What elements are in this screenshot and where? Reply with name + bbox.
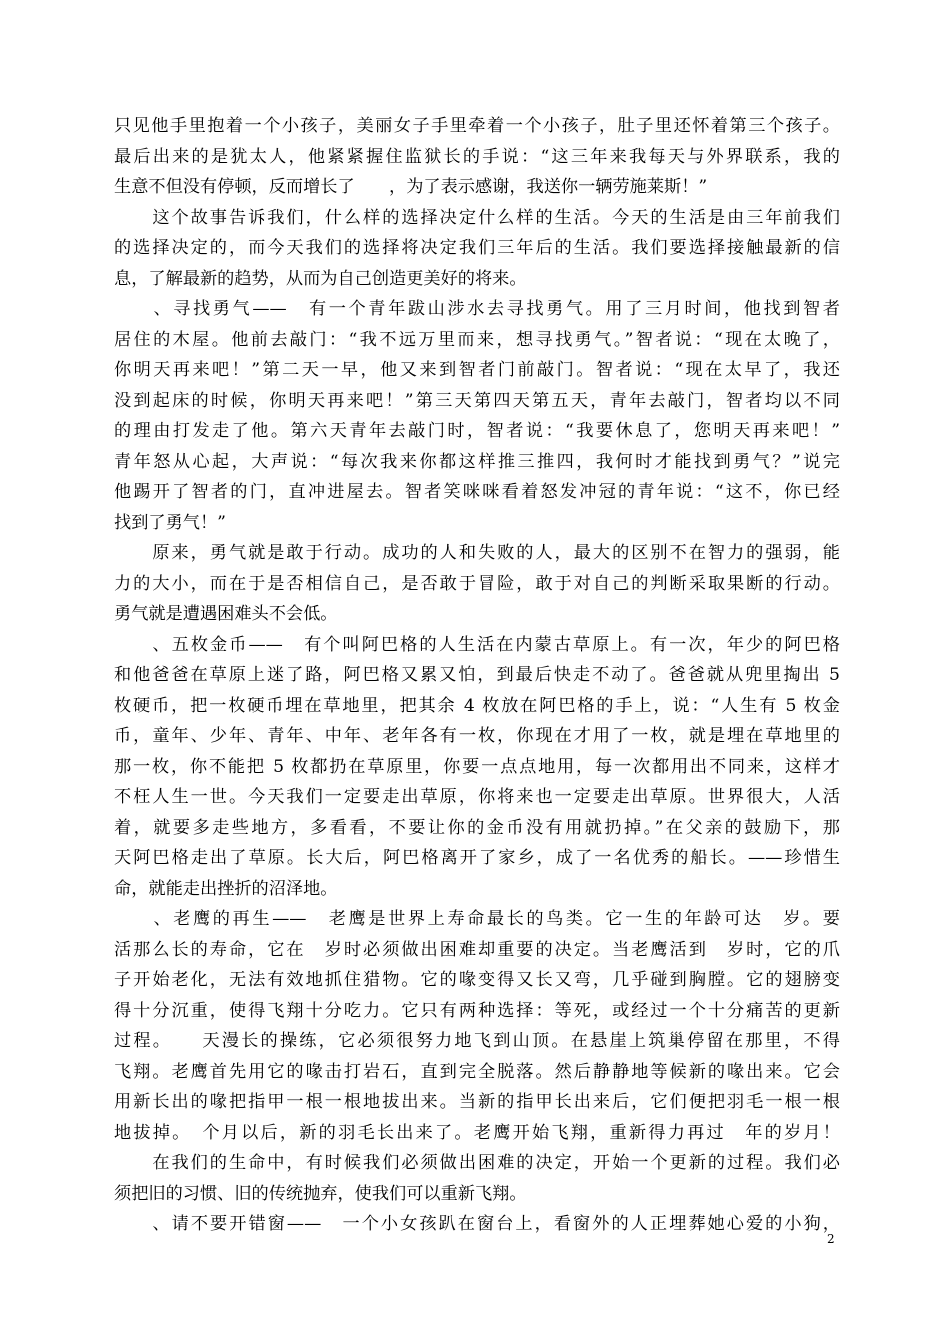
text-line: 青年怒从心起，大声说：“每次我来你都这样推三推四，我何时才能找到勇气？”说完 [114,451,840,472]
text-line: 过程。 天漫长的操练，它必须很努力地飞到山顶。在悬崖上筑巢停留在那里，不得 [114,1031,840,1051]
text-line: 币，童年、少年、青年、中年、老年各有一枚，你现在才用了一枚，就是埋在草地里的 [114,726,840,746]
text-line: 、请不要开错窗—— 一个小女孩趴在窗台上，看窗外的人正埋葬她心爱的小狗， [114,1214,840,1234]
text-line: 他踢开了智者的门，直冲进屋去。智者笑咪咪看着怒发冲冠的青年说：“这不，你已经 [114,482,840,502]
text-line: 找到了勇气！” [114,512,226,533]
text-line: 原来，勇气就是敢于行动。成功的人和失败的人，最大的区别不在智力的强弱，能 [114,543,840,563]
text-line: 你明天再来吧！”第二天一早，他又来到智者门前敲门。智者说：“现在太早了，我还 [114,360,840,380]
text-line: 用新长出的喙把指甲一根一根地拔出来。当新的指甲长出来后，它们便把羽毛一根一根 [114,1092,840,1112]
text-line: 活那么长的寿命，它在 岁时必须做出困难却重要的决定。当老鹰活到 岁时，它的爪 [114,939,840,960]
text-line: 须把旧的习惯、旧的传统抛弃，使我们可以重新飞翔。 [114,1183,527,1204]
text-line: 那一枚，你不能把 5 枚都扔在草原里，你要一点点地用，每一次都用出不同来，这样才 [114,756,840,777]
text-line: 只见他手里抱着一个小孩子，美丽女子手里牵着一个小孩子，肚子里还怀着第三个孩子。 [114,116,840,136]
page-number: 2 [827,1232,835,1246]
text-line: 息，了解最新的趋势，从而为自己创造更美好的将来。 [114,268,527,289]
text-line: 枚硬币，把一枚硬币埋在草地里，把其余 4 枚放在阿巴格的手上，说：“人生有 5 枚金 [114,695,840,716]
text-line: 的理由打发走了他。第六天青年去敲门时，智者说：“我要休息了，您明天再来吧！” [114,421,840,441]
text-line: 飞翔。老鹰首先用它的喙击打岩石，直到完全脱落。然后静静地等候新的喙出来。它会 [114,1061,840,1082]
text-line: 的选择决定的，而今天我们的选择将决定我们三年后的生活。我们要选择接触最新的信 [114,238,840,258]
text-line: 这个故事告诉我们，什么样的选择决定什么样的生活。今天的生活是由三年前我们 [114,207,840,228]
text-line: 居住的木屋。他前去敲门：“我不远万里而来，想寻找勇气。”智者说：“现在太晚了， [114,329,840,350]
text-line: 子开始老化，无法有效地抓住猎物。它的喙变得又长又弯，几乎碰到胸膛。它的翅膀变 [114,970,840,990]
text-line: 勇气就是遭遇困难头不会低。 [114,604,338,624]
text-line: 、寻找勇气—— 有一个青年跋山涉水去寻找勇气。用了三月时间，他找到智者 [114,299,840,319]
text-line: 、老鹰的再生—— 老鹰是世界上寿命最长的鸟类。它一生的年龄可达 岁。要 [114,909,840,929]
document-body [114,111,840,1240]
text-line: 天阿巴格走出了草原。长大后，阿巴格离开了家乡，成了一名优秀的船长。——珍惜生 [114,848,840,868]
text-line: 生意不但没有停顿，反而增长了 ，为了表示感谢，我送你一辆劳施莱斯！” [114,177,708,197]
text-line: 地拔掉。 个月以后，新的羽毛长出来了。老鹰开始飞翔，重新得力再过 年的岁月！ [114,1122,840,1143]
text-line: 没到起床的时候，你明天再来吧！”第三天第四天第五天，青年去敲门，智者均以不同 [114,390,840,411]
text-line: 最后出来的是犹太人，他紧紧握住监狱长的手说：“这三年来我每天与外界联系，我的 [114,146,840,167]
text-line: 、五枚金币—— 有个叫阿巴格的人生活在内蒙古草原上。有一次，年少的阿巴格 [114,634,840,655]
text-line: 命，就能走出挫折的沼泽地。 [114,878,338,899]
text-line: 得十分沉重，使得飞翔十分吃力。它只有两种选择：等死，或经过一个十分痛苦的更新 [114,1000,840,1021]
text-line: 在我们的生命中，有时候我们必须做出困难的决定，开始一个更新的过程。我们必 [114,1153,840,1173]
text-line: 力的大小，而在于是否相信自己，是否敢于冒险，敢于对自己的判断采取果断的行动。 [114,573,840,594]
text-line: 着，就要多走些地方，多看看，不要让你的金币没有用就扔掉。”在父亲的鼓励下，那 [114,817,840,838]
text-line: 和他爸爸在草原上迷了路，阿巴格又累又怕，到最后快走不动了。爸爸就从兜里掏出 5 [114,665,840,685]
text-line: 不枉人生一世。今天我们一定要走出草原，你将来也一定要走出草原。世界很大，人活 [114,787,840,807]
